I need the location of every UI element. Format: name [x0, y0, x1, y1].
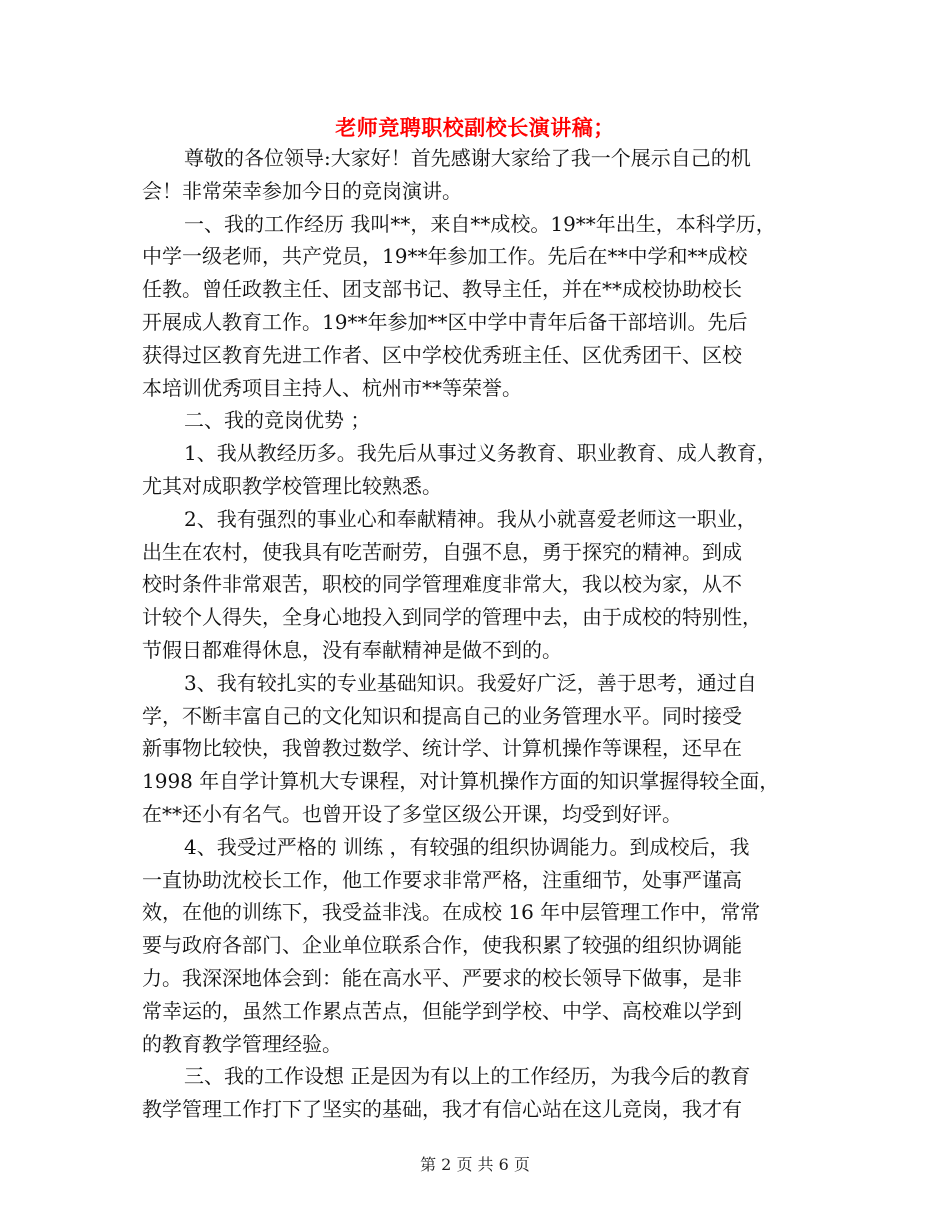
document-body — [142, 142, 822, 1126]
body-text-line: 校时条件非常艰苦，职校的同学管理难度非常大，我以校为家，从不 — [142, 572, 742, 597]
body-text-line: 在**还小有名气。也曾开设了多堂区级公开课，均受到好评。 — [142, 801, 682, 826]
body-text-line: 尤其对成职教学校管理比较熟悉。 — [142, 473, 442, 498]
body-text-line: 的教育教学管理经验。 — [142, 1031, 342, 1056]
body-text-line: 中学一级老师，共产党员，19**年参加工作。先后在**中学和**成校 — [142, 244, 748, 269]
body-text-line: 1、我从教经历多。我先后从事过义务教育、职业教育、成人教育， — [184, 441, 777, 466]
body-text-line: 新事物比较快，我曾教过数学、统计学、计算机操作等课程，还早在 — [142, 736, 742, 761]
body-text-line: 效，在他的训练下，我受益非浅。在成校 16 年中层管理工作中，常常 — [142, 900, 761, 925]
body-text-line: 获得过区教育先进工作者、区中学校优秀班主任、区优秀团干、区校 — [142, 342, 742, 367]
body-text-line: 本培训优秀项目主持人、杭州市**等荣誉。 — [142, 375, 522, 400]
body-text-line: 学，不断丰富自己的文化知识和提高自己的业务管理水平。同时接受 — [142, 703, 742, 728]
body-text-line: 一、我的工作经历 我叫**，来自**成校。19**年出生，本科学历， — [184, 211, 776, 236]
body-text-line: 3、我有较扎实的专业基础知识。我爱好广泛，善于思考，通过自 — [184, 670, 757, 695]
body-text-line: 尊敬的各位领导:大家好！首先感谢大家给了我一个展示自己的机 — [184, 146, 751, 170]
body-text-line: 节假日都难得休息，没有奉献精神是做不到的。 — [142, 637, 562, 662]
body-text-line: 2、我有强烈的事业心和奉献精神。我从小就喜爱老师这一职业， — [184, 506, 757, 531]
body-text-line: 教学管理工作打下了坚实的基础，我才有信心站在这儿竞岗，我才有 — [142, 1097, 742, 1122]
body-text-line: 二、我的竞岗优势 ； — [184, 408, 371, 433]
body-text-line: 常幸运的，虽然工作累点苦点，但能学到学校、中学、高校难以学到 — [142, 998, 742, 1023]
body-text-line: 会！非常荣幸参加今日的竞岗演讲。 — [142, 178, 462, 203]
body-text-line: 出生在农村，使我具有吃苦耐劳，自强不息，勇于探究的精神。到成 — [142, 539, 742, 564]
body-text-line: 要与政府各部门、企业单位联系合作，使我积累了较强的组织协调能 — [142, 933, 742, 958]
body-text-line: 任教。曾任政教主任、团支部书记、教导主任，并在**成校协助校长 — [142, 277, 742, 302]
body-text-line: 力。我深深地体会到：能在高水平、严要求的校长领导下做事，是非 — [142, 965, 742, 990]
document-title: 老师竞聘职校副校长演讲稿； — [335, 115, 615, 140]
body-text-line: 开展成人教育工作。19**年参加**区中学中青年后备干部培训。先后 — [142, 309, 748, 334]
body-text-line: 一直协助沈校长工作，他工作要求非常严格，注重细节，处事严谨高 — [142, 867, 742, 892]
body-text-line: 计较个人得失，全身心地投入到同学的管理中去，由于成校的特别性， — [142, 605, 762, 630]
body-text-line: 1998 年自学计算机大专课程，对计算机操作方面的知识掌握得较全面， — [142, 769, 780, 794]
body-text-line: 4、我受过严格的 训练 ，有较强的组织协调能力。到成校后，我 — [184, 834, 750, 859]
body-text-line: 三、我的工作设想 正是因为有以上的工作经历，为我今后的教育 — [184, 1064, 751, 1089]
page-footer: 第 2 页 共 6 页 — [420, 1155, 530, 1174]
